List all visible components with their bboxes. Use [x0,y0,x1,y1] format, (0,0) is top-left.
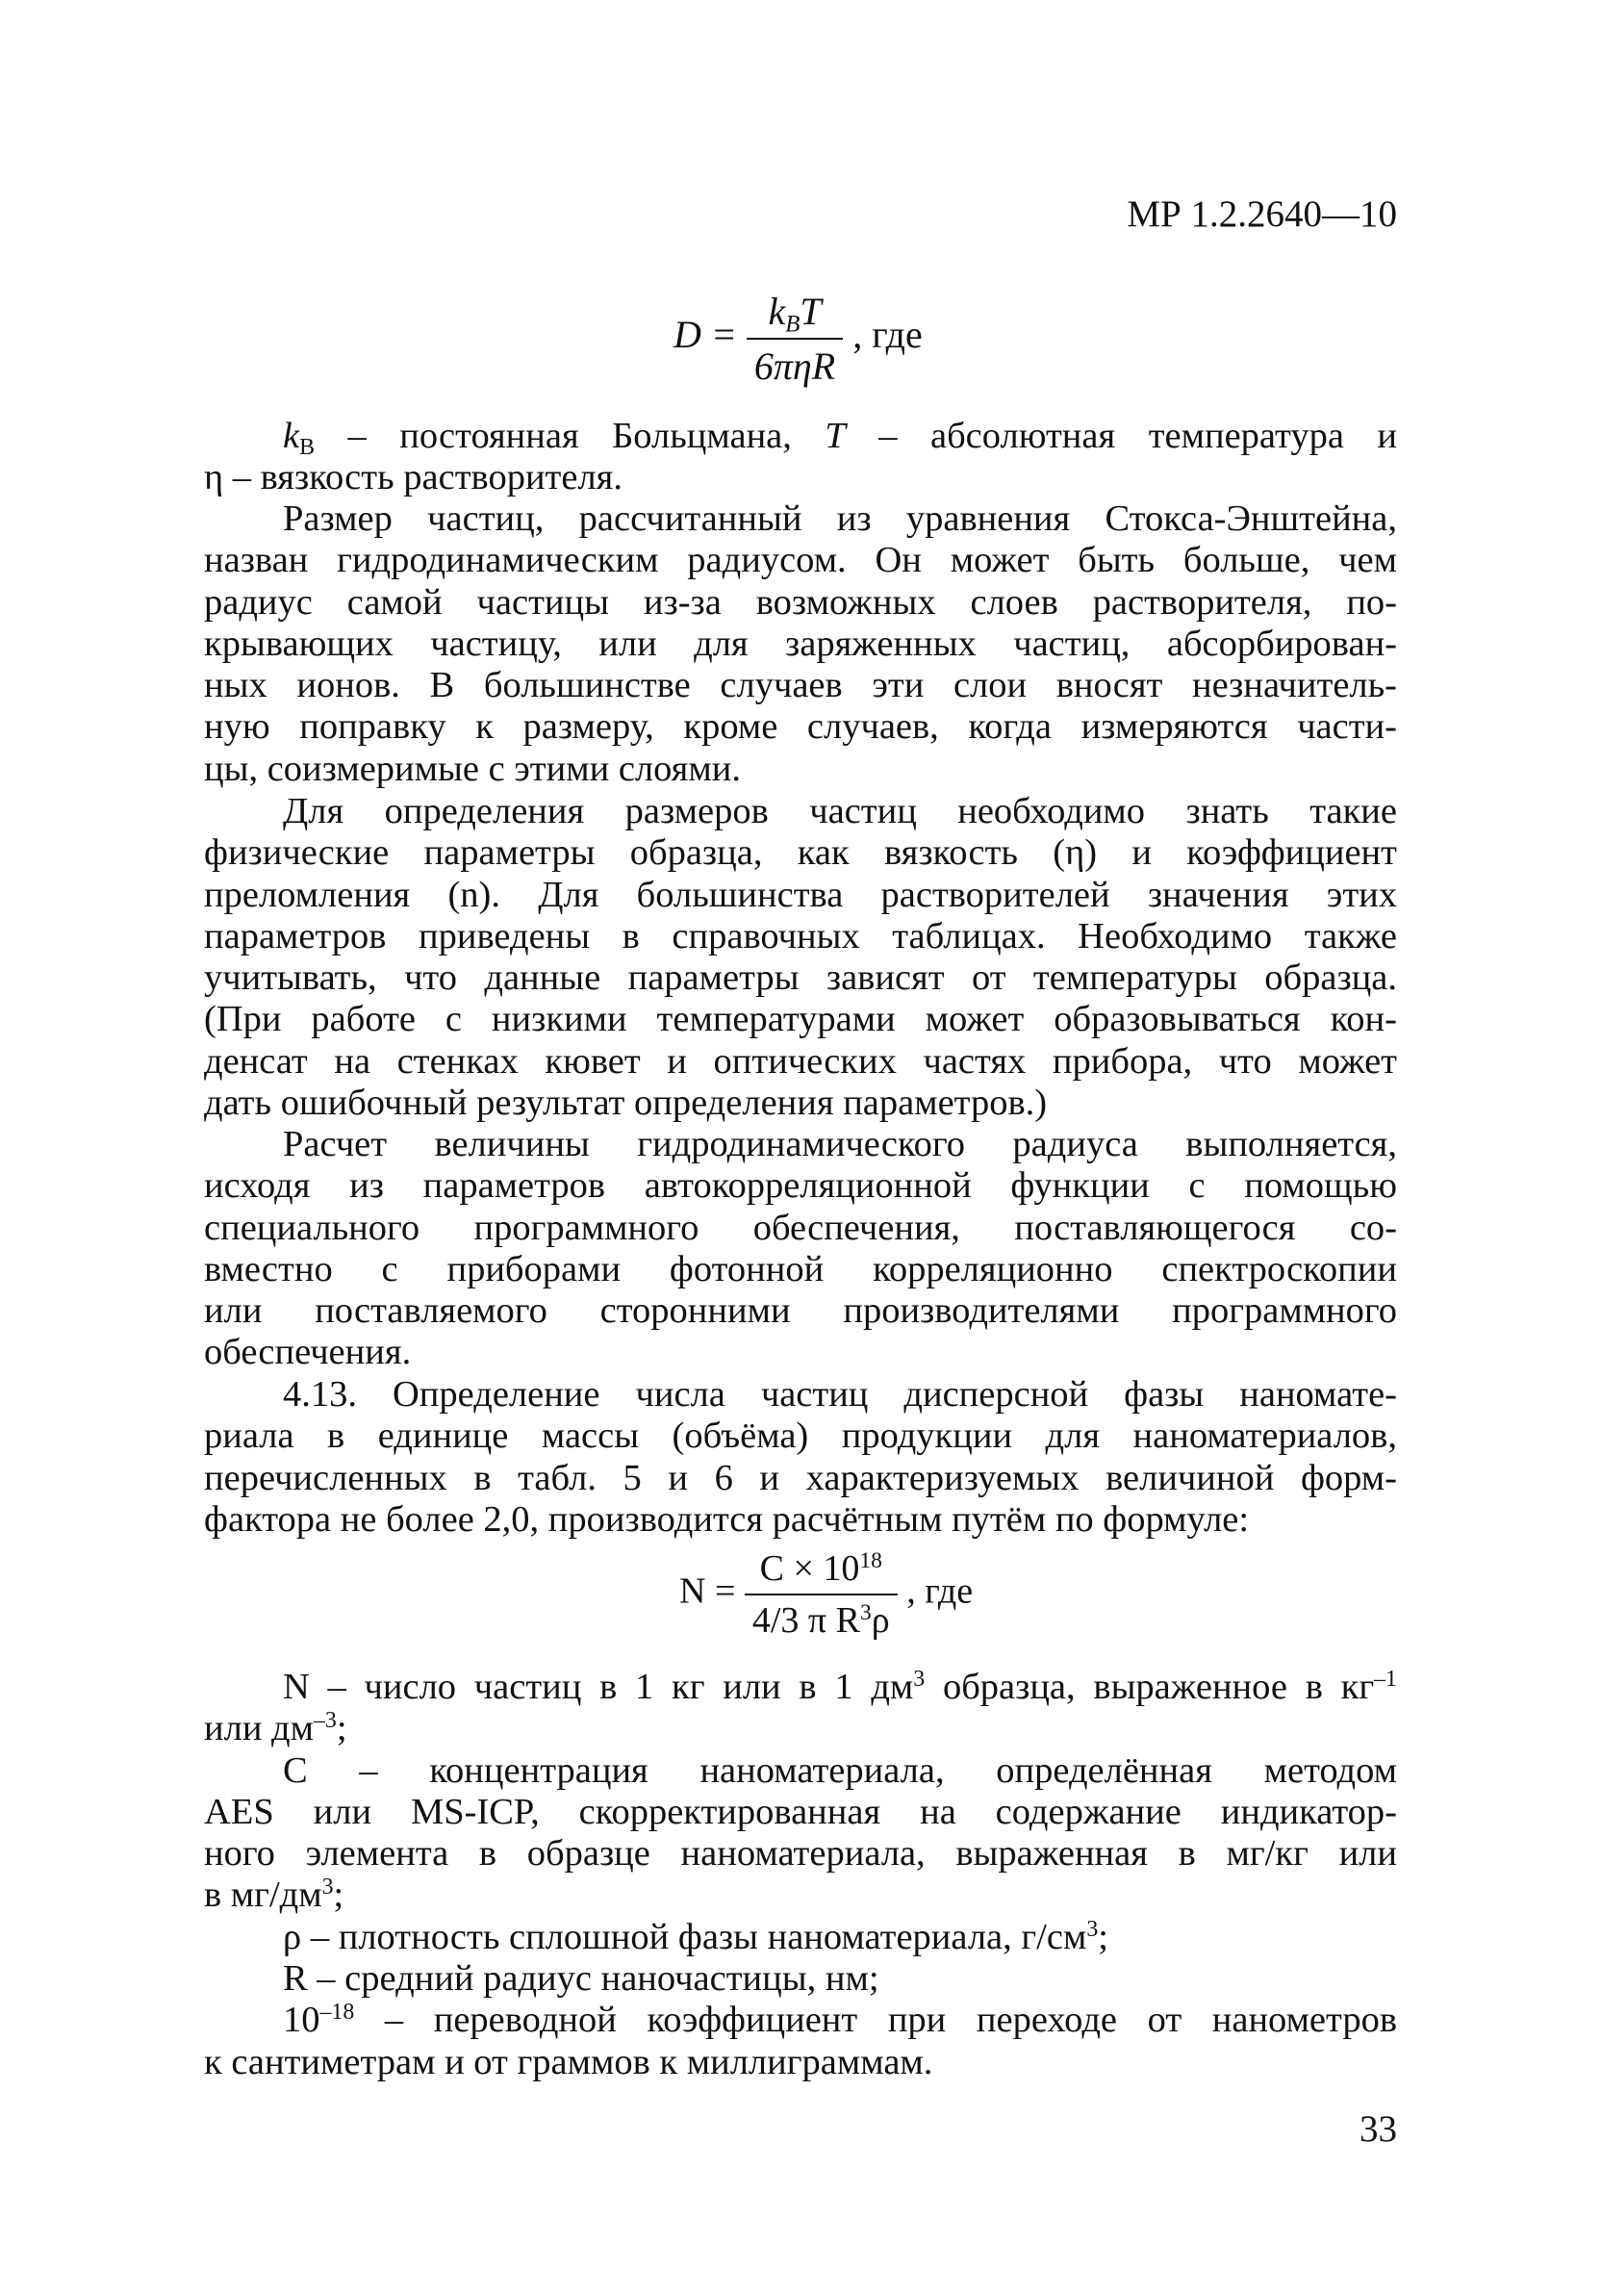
paragraph-radius-calc [204,1124,1397,1374]
text-line: назван гидродинамическим радиусом. Он может быть больше, чем [204,540,1397,581]
text-line: 4.13. Определение числа частиц дисперсной фазы наномате- [283,1374,1397,1415]
definitions-list [204,1667,1397,2083]
text-line: ного элемента в образце наноматериала, выраженная в мг/кг или [204,1833,1397,1875]
text-line: вместно с приборами фотонной корреляционно спектроскопии [204,1248,1397,1289]
text-line: фактора не более 2,0, производится расчётным путём по формуле: [204,1498,1250,1540]
text-line: или $дм^{-3}$; [204,1708,347,1749]
text-line: цы, соизмеримые с этими слоями. [204,748,741,789]
text-line: радиус самой частицы из-за возможных слоев растворителя, по- [204,581,1397,623]
formula-fraction [745,1547,898,1642]
text-line: $k_B$ – постоянная Больцмана, T – абсолютная температура и [283,416,1397,461]
formula-numerator: $C \times 10^{18}$ [745,1547,898,1595]
formula-suffix: , где [906,1570,974,1612]
text-line: перечисленных в табл. 5 и 6 и характеризуемых величиной форм- [204,1457,1397,1498]
text-line: в $мг/дм^3$; [204,1875,344,1916]
text-line: Размер частиц, рассчитанный из уравнения Стокса-Энштейна, [283,498,1397,539]
text-line: учитывать, что данные параметры зависят от температуры образца. [204,957,1397,999]
paragraph-particle-size [204,498,1397,790]
text-line: дать ошибочный результат определения параметров.) [204,1083,1048,1124]
document-number: МР 1.2.2640—10 [1127,193,1397,235]
text-line: к сантиметрам и от граммов к миллиграммам. [204,2041,933,2082]
definition-rho: ρ – плотность сплошной фазы наноматериала, $г/см^3$; [283,1916,1108,1957]
definition-r: R – средний радиус наночастицы, нм; [283,1958,879,2000]
formula-suffix: , где [852,313,923,357]
definition-n: N – число частиц в 1 кг или в 1 $дм^3$ образца, выраженное в $кг^{-1}$ [283,1666,1397,1707]
text-line: исходя из параметров автокорреляционной функции с помощью [204,1165,1397,1207]
text-line: преломления (n). Для большинства растворителей значения этих [204,874,1397,915]
text-line: η – вязкость растворителя. [204,457,623,498]
formula-denominator: 4/3 π $R^3\rho$ [751,1600,890,1641]
text-line: крывающих частицу, или для заряженных частиц, абсорбирован- [204,623,1397,664]
text-line: обеспечения. [204,1332,412,1373]
definition-conversion: $10^{-18}$ – переводной коэффициент при переходе от нанометров [283,2000,1397,2041]
text-line: денсат на стенках кювет и оптических частях прибора, что может [204,1040,1397,1082]
paragraph-variables [204,416,1397,499]
formula-particle-count [679,1547,973,1642]
paragraph-parameters [204,791,1397,1124]
text-line: параметров приведены в справочных таблицах. Необходимо также [204,915,1397,957]
formula-denominator: 6πηR [753,344,836,388]
formula-lhs: N = [679,1570,736,1612]
formula-numerator: $k_BT$ [747,289,843,340]
formula-lhs: D = [673,313,737,357]
text-line: ную поправку к размеру, кроме случаев, когда измеряются части- [204,706,1397,748]
definition-c: C – концентрация наноматериала, определённая методом [283,1749,1397,1791]
text-line: риала в единице массы (объёма) продукции для наноматериалов, [204,1416,1397,1457]
text-line: ных ионов. В большинстве случаев эти слои вносят незначитель- [204,665,1397,706]
formula-fraction [747,289,843,389]
text-line: или поставляемого сторонними производителями программного [204,1290,1397,1332]
page-number: 33 [1360,2108,1397,2150]
paragraph-section-4-13 [204,1374,1397,1541]
text-line: Расчет величины гидродинамического радиуса выполняется, [283,1124,1397,1164]
text-line: физические параметры образца, как вязкость (η) и коэффициент [204,832,1397,874]
text-line: AES или MS-ICP, скорректированная на содержание индикатор- [204,1791,1397,1832]
text-line: Для определения размеров частиц необходимо знать такие [283,791,1397,831]
text-line: специального программного обеспечения, поставляющегося со- [204,1207,1397,1248]
formula-diffusion [673,289,923,389]
text-line: (При работе с низкими температурами может образовываться кон- [204,999,1397,1040]
